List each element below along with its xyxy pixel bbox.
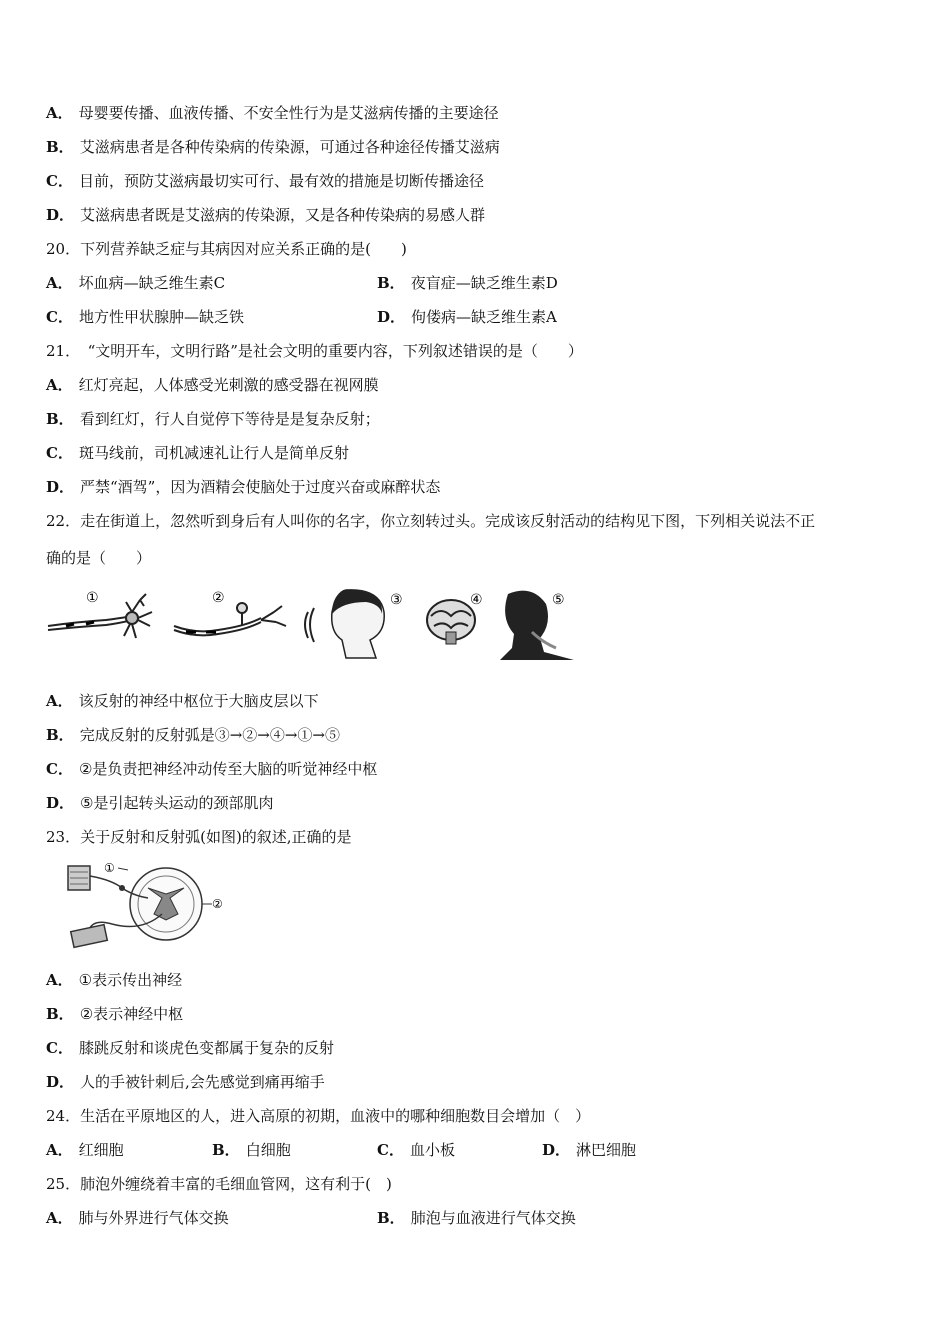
skin-receptor-image xyxy=(68,866,90,890)
q24-option-a: A． 红细胞 xyxy=(46,1141,124,1159)
q22-option-d: D． ⑤是引起转头运动的颈部肌肉 xyxy=(46,794,274,812)
figure-label-2: ② xyxy=(212,897,223,911)
q20-option-d: D． 佝偻病—缺乏维生素A xyxy=(377,308,557,326)
q23-option-d: D． 人的手被针刺后,会先感觉到痛再缩手 xyxy=(46,1073,325,1091)
q23-option-a: A． ①表示传出神经 xyxy=(46,971,183,989)
q21-option-c: C． 斑马线前，司机减速礼让行人是简单反射 xyxy=(46,444,349,462)
q25-option-a: A． 肺与外界进行气体交换 xyxy=(46,1209,229,1227)
q19-option-a: A． 母婴要传播、血液传播、不安全性行为是艾滋病传播的主要途径 xyxy=(46,104,499,122)
figure-label-2: ② xyxy=(212,590,225,606)
q20-option-c: C． 地方性甲状腺肿—缺乏铁 xyxy=(46,308,244,326)
reflex-arc-figure xyxy=(46,582,586,664)
spinal-reflex-figure xyxy=(62,858,232,950)
figure-label-1: ① xyxy=(86,590,99,606)
q23-option-c: C． 膝跳反射和谈虎色变都属于复杂的反射 xyxy=(46,1039,334,1057)
q22-stem-line1: 22．走在街道上，忽然听到身后有人叫你的名字，你立刻转过头。完成该反射活动的结构见下图，下列相关说法不正 xyxy=(46,512,816,530)
q24-stem: 24．生活在平原地区的人，进入高原的初期，血液中的哪种细胞数目会增加（ ） xyxy=(46,1107,591,1125)
q25-stem: 25．肺泡外缠绕着丰富的毛细血管网，这有利于( ) xyxy=(46,1175,392,1193)
q19-option-d: D． 艾滋病患者既是艾滋病的传染源，又是各种传染病的易感人群 xyxy=(46,206,486,224)
q25-option-b: B． 肺泡与血液进行气体交换 xyxy=(377,1209,576,1227)
woman-hearing-image xyxy=(305,590,384,658)
q20-option-a: A． 坏血病—缺乏维生素C xyxy=(46,274,226,292)
figure-label-1: ① xyxy=(104,861,115,875)
q21-option-d: D． 严禁“酒驾”，因为酒精会使脑处于过度兴奋或麻醉状态 xyxy=(46,478,441,496)
q19-option-b: B． 艾滋病患者是各种传染病的传染源，可通过各种途径传播艾滋病 xyxy=(46,138,500,156)
q23-option-b: B． ②表示神经中枢 xyxy=(46,1005,184,1023)
q20-option-b: B． 夜盲症—缺乏维生素D xyxy=(377,274,558,292)
brain-image xyxy=(427,600,475,644)
figure-label-4: ④ xyxy=(470,592,483,608)
q19-option-c: C． 目前，预防艾滋病最切实可行、最有效的措施是切断传播途径 xyxy=(46,172,484,190)
q21-stem: 21． “文明开车，文明行路”是社会文明的重要内容，下列叙述错误的是（ ） xyxy=(46,342,583,360)
q21-option-a: A． 红灯亮起，人体感受光刺激的感受器在视网膜 xyxy=(46,376,379,394)
q24-option-c: C． 血小板 xyxy=(377,1141,455,1159)
figure-label-3: ③ xyxy=(390,592,403,608)
neuron-2-image xyxy=(174,603,286,635)
neuron-1-image xyxy=(48,594,152,638)
q22-option-b: B． 完成反射的反射弧是③→②→④→①→⑤ xyxy=(46,726,340,744)
ganglion-dot xyxy=(119,885,125,891)
q22-stem-line2: 确的是（ ） xyxy=(46,549,152,567)
q24-option-d: D． 淋巴细胞 xyxy=(542,1141,637,1159)
q21-option-b: B． 看到红灯，行人自觉停下等待是是复杂反射； xyxy=(46,410,380,428)
figure-label-5: ⑤ xyxy=(552,592,565,608)
q20-stem: 20．下列营养缺乏症与其病因对应关系正确的是( ) xyxy=(46,240,407,258)
q24-option-b: B． 白细胞 xyxy=(212,1141,291,1159)
q22-option-a: A． 该反射的神经中枢位于大脑皮层以下 xyxy=(46,692,319,710)
muscle-effector-image xyxy=(71,925,108,948)
q22-option-c: C． ②是负责把神经冲动传至大脑的听觉神经中枢 xyxy=(46,760,378,778)
spinal-cord-image xyxy=(130,868,202,940)
q23-stem: 23．关于反射和反射弧(如图)的叙述,正确的是 xyxy=(46,828,352,846)
